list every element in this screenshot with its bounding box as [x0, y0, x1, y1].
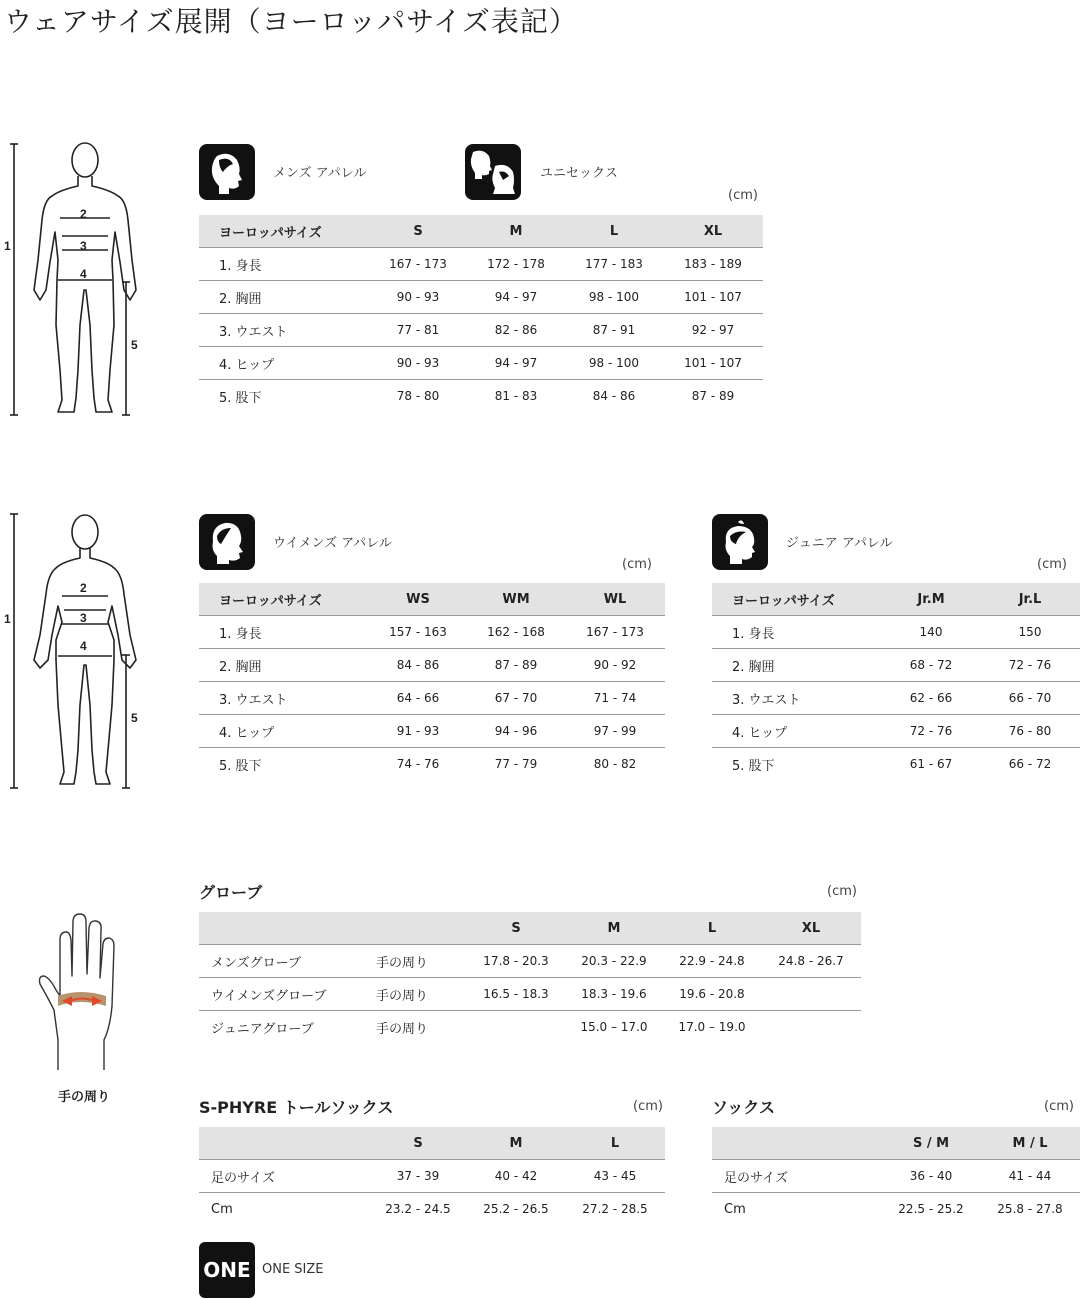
unit-label: (cm)	[1037, 557, 1067, 572]
header-cell: L	[663, 912, 761, 945]
figure-label-4: 4	[80, 639, 87, 653]
table-cell: 162 - 168	[467, 616, 565, 649]
figure-label-2: 2	[80, 207, 87, 221]
unit-label: (cm)	[622, 557, 652, 572]
table-cell: 77 - 79	[494, 757, 538, 771]
table-cell: 150	[980, 616, 1080, 649]
womens-apparel-icon	[199, 514, 255, 570]
row-label: ジュニアグローブ	[211, 1021, 314, 1037]
table-cell: 98 - 100	[565, 347, 663, 380]
table-cell: 22.9 - 24.8	[663, 945, 761, 978]
table-header-row	[199, 215, 763, 248]
header-cell	[199, 1127, 369, 1160]
table-cell: 92 - 97	[663, 314, 763, 347]
table-cell: 43 - 45	[565, 1160, 665, 1193]
table-cell: 101 - 107	[663, 347, 763, 380]
table-cell: 61 - 67	[909, 757, 953, 771]
tall-socks-table	[199, 1127, 665, 1225]
table-cell: 183 - 189	[663, 248, 763, 281]
table-row	[712, 649, 1080, 682]
table-row	[712, 682, 1080, 715]
table-row	[199, 616, 665, 649]
hand-figure	[36, 910, 126, 1080]
figure-label-1: 1	[4, 239, 11, 253]
table-row	[712, 616, 1080, 649]
unit-label: (cm)	[633, 1099, 663, 1114]
table-header-row	[712, 1127, 1080, 1160]
figure-label-4: 4	[80, 267, 87, 281]
unit-label: (cm)	[827, 884, 857, 899]
figure-label-5: 5	[131, 711, 138, 725]
header-cell: M / L	[980, 1127, 1080, 1160]
junior-size-table	[712, 583, 1080, 780]
table-cell: 90 - 93	[369, 281, 467, 314]
table-row	[199, 978, 861, 1011]
table-row	[199, 347, 763, 380]
header-cell: ヨーロッパサイズ	[199, 215, 369, 248]
table-cell: 27.2 - 28.5	[582, 1202, 648, 1216]
table-row	[199, 715, 665, 748]
table-cell: 80 - 82	[593, 757, 637, 771]
header-cell	[364, 912, 467, 945]
table-cell: 87 - 91	[565, 314, 663, 347]
table-cell: 62 - 66	[882, 682, 980, 715]
socks-table	[712, 1127, 1080, 1225]
table-row	[199, 682, 665, 715]
table-cell: 76 - 80	[980, 715, 1080, 748]
row-label: Cm	[211, 1201, 233, 1217]
table-cell: 25.8 - 27.8	[997, 1202, 1063, 1216]
row-label: 5. 股下	[219, 390, 262, 406]
table-cell: 167 - 173	[369, 248, 467, 281]
table-cell: 78 - 80	[396, 389, 440, 403]
unisex-label: ユニセックス	[540, 166, 618, 181]
header-cell: L	[565, 215, 663, 248]
table-row	[199, 1193, 665, 1226]
table-cell: 101 - 107	[663, 281, 763, 314]
table-cell: 167 - 173	[565, 616, 665, 649]
table-cell: 98 - 100	[565, 281, 663, 314]
table-cell: 15.0 – 17.0	[580, 1020, 648, 1034]
table-cell: 87 - 89	[467, 649, 565, 682]
table-cell: 25.2 - 26.5	[483, 1202, 549, 1216]
table-cell: 41 - 44	[980, 1160, 1080, 1193]
table-cell: 94 - 96	[467, 715, 565, 748]
table-cell: 18.3 - 19.6	[565, 978, 663, 1011]
page-title: ウェアサイズ展開（ヨーロッパサイズ表記）	[4, 5, 578, 38]
table-row	[199, 945, 861, 978]
row-label: Cm	[724, 1201, 746, 1217]
table-cell	[467, 1011, 565, 1044]
header-cell	[712, 1127, 882, 1160]
table-cell: 81 - 83	[494, 389, 538, 403]
table-row	[712, 1193, 1080, 1226]
row-label: 足のサイズ	[712, 1160, 882, 1193]
row-label: ウイメンズグローブ	[199, 978, 364, 1011]
row-label: 1. 身長	[199, 616, 369, 649]
mens-apparel-icon	[199, 144, 255, 200]
row-label: 5. 股下	[732, 758, 775, 774]
table-cell: 74 - 76	[396, 757, 440, 771]
header-cell: XL	[761, 912, 861, 945]
junior-apparel-label: ジュニア アパレル	[786, 536, 893, 551]
table-cell: 82 - 86	[467, 314, 565, 347]
table-cell: 23.2 - 24.5	[385, 1202, 451, 1216]
table-row	[199, 649, 665, 682]
hand-caption: 手の周り	[58, 1090, 111, 1105]
header-cell: M	[467, 215, 565, 248]
row-label: 2. 胸囲	[712, 649, 882, 682]
table-row	[712, 715, 1080, 748]
table-row	[712, 748, 1080, 781]
table-cell: 手の周り	[376, 1021, 429, 1037]
table-cell: 72 - 76	[980, 649, 1080, 682]
header-cell: Jr.M	[882, 583, 980, 616]
header-cell: WS	[369, 583, 467, 616]
table-row	[199, 281, 763, 314]
table-cell: 91 - 93	[369, 715, 467, 748]
header-cell	[199, 912, 364, 945]
table-header-row	[712, 583, 1080, 616]
row-label: 5. 股下	[219, 758, 262, 774]
table-cell: 90 - 93	[369, 347, 467, 380]
table-row	[199, 1011, 861, 1044]
table-row	[199, 1160, 665, 1193]
table-cell: 17.8 - 20.3	[467, 945, 565, 978]
header-cell: ヨーロッパサイズ	[199, 583, 369, 616]
row-label: 2. 胸囲	[199, 281, 369, 314]
table-cell: 94 - 97	[467, 281, 565, 314]
header-cell: M	[467, 1127, 565, 1160]
header-cell: L	[565, 1127, 665, 1160]
unit-label: (cm)	[1044, 1099, 1074, 1114]
table-cell: 66 - 72	[1008, 757, 1052, 771]
table-cell: 84 - 86	[369, 649, 467, 682]
table-cell	[761, 978, 861, 1011]
table-cell: 17.0 – 19.0	[678, 1020, 746, 1034]
socks-title: ソックス	[712, 1098, 776, 1117]
one-size-label: ONE SIZE	[262, 1262, 324, 1277]
header-cell: S	[467, 912, 565, 945]
header-cell: S / M	[882, 1127, 980, 1160]
row-label: 4. ヒップ	[199, 347, 369, 380]
table-header-row	[199, 583, 665, 616]
tall-socks-title: S-PHYRE トールソックス	[199, 1098, 394, 1117]
row-label: 3. ウエスト	[712, 682, 882, 715]
table-row	[199, 380, 763, 413]
table-cell: 97 - 99	[565, 715, 665, 748]
male-body-figure	[0, 140, 170, 425]
table-cell: 19.6 - 20.8	[663, 978, 761, 1011]
table-cell: 手の周り	[364, 945, 467, 978]
row-label: 足のサイズ	[199, 1160, 369, 1193]
unit-label: (cm)	[728, 188, 758, 203]
header-cell: S	[369, 215, 467, 248]
table-cell: 24.8 - 26.7	[761, 945, 861, 978]
table-cell: 140	[882, 616, 980, 649]
table-cell: 37 - 39	[369, 1160, 467, 1193]
row-label: 1. 身長	[199, 248, 369, 281]
table-cell: 66 - 70	[980, 682, 1080, 715]
mens-size-table	[199, 215, 763, 412]
table-row	[712, 1160, 1080, 1193]
row-label: メンズグローブ	[199, 945, 364, 978]
row-label: 4. ヒップ	[199, 715, 369, 748]
table-cell: 手の周り	[364, 978, 467, 1011]
table-cell: 36 - 40	[882, 1160, 980, 1193]
row-label: 1. 身長	[712, 616, 882, 649]
figure-label-1: 1	[4, 612, 11, 626]
table-header-row	[199, 1127, 665, 1160]
unisex-icon	[465, 144, 521, 200]
header-cell: WL	[565, 583, 665, 616]
header-cell: S	[369, 1127, 467, 1160]
glove-title: グローブ	[199, 883, 263, 902]
table-cell: 20.3 - 22.9	[565, 945, 663, 978]
table-cell: 84 - 86	[592, 389, 636, 403]
table-cell: 40 - 42	[467, 1160, 565, 1193]
one-size-badge: ONE	[199, 1242, 255, 1298]
mens-apparel-label: メンズ アパレル	[273, 166, 367, 181]
womens-apparel-label: ウイメンズ アパレル	[273, 536, 392, 551]
table-cell: 172 - 178	[467, 248, 565, 281]
table-cell: 94 - 97	[467, 347, 565, 380]
figure-label-3: 3	[80, 611, 87, 625]
table-header-row	[199, 912, 861, 945]
figure-label-5: 5	[131, 338, 138, 352]
row-label: 4. ヒップ	[712, 715, 882, 748]
table-cell: 71 - 74	[565, 682, 665, 715]
header-cell: WM	[467, 583, 565, 616]
table-cell: 72 - 76	[882, 715, 980, 748]
junior-apparel-icon	[712, 514, 768, 570]
table-row	[199, 748, 665, 781]
table-cell: 157 - 163	[369, 616, 467, 649]
table-cell: 67 - 70	[467, 682, 565, 715]
table-cell	[761, 1011, 861, 1044]
header-cell: ヨーロッパサイズ	[712, 583, 882, 616]
table-cell: 90 - 92	[565, 649, 665, 682]
figure-label-3: 3	[80, 239, 87, 253]
glove-size-table	[199, 912, 861, 1043]
table-row	[199, 248, 763, 281]
row-label: 3. ウエスト	[199, 682, 369, 715]
header-cell: XL	[663, 215, 763, 248]
female-body-figure	[0, 510, 170, 795]
womens-size-table	[199, 583, 665, 780]
table-cell: 68 - 72	[882, 649, 980, 682]
table-cell: 16.5 - 18.3	[467, 978, 565, 1011]
row-label: 2. 胸囲	[199, 649, 369, 682]
table-cell: 177 - 183	[565, 248, 663, 281]
table-cell: 64 - 66	[369, 682, 467, 715]
table-row	[199, 314, 763, 347]
table-cell: 87 - 89	[691, 389, 735, 403]
header-cell: M	[565, 912, 663, 945]
header-cell: Jr.L	[980, 583, 1080, 616]
table-cell: 77 - 81	[369, 314, 467, 347]
table-cell: 22.5 - 25.2	[898, 1202, 964, 1216]
figure-label-2: 2	[80, 581, 87, 595]
row-label: 3. ウエスト	[199, 314, 369, 347]
